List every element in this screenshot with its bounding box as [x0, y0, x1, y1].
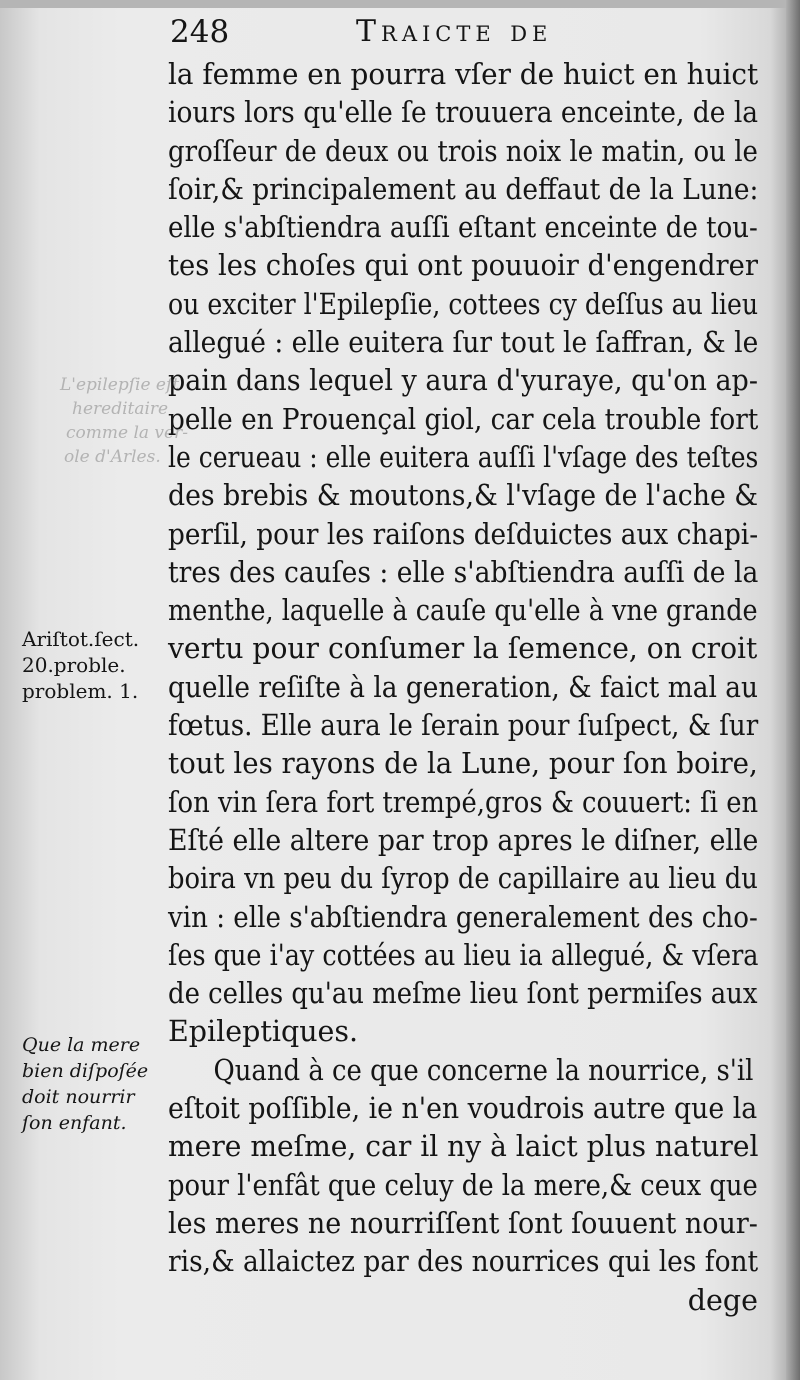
- page-right-edge: [786, 0, 800, 1380]
- show-through-text-3: comme la ver-: [66, 423, 188, 443]
- page-top-edge: [0, 0, 800, 8]
- text-line: ou exciter l'Epilepſie, cottees cy deſſus au lieu: [168, 287, 759, 321]
- text-line: vin : elle s'abſtiendra generalement des cho-: [168, 900, 758, 934]
- margin-note-aristotle-2: 20.proble.: [22, 653, 126, 677]
- text-line: pour l'enfât que celuy de la mere,& ceux que: [168, 1168, 758, 1202]
- text-line: fœtus. Elle aura le ſerain pour ſuſpect, & ſur: [168, 709, 759, 743]
- text-line: boira vn peu du ſyrop de capillaire au lieu du: [168, 862, 758, 896]
- show-through-text-4: ole d'Arles.: [64, 447, 161, 467]
- text-line: des brebis & moutons,& l'vſage de l'ache &: [168, 479, 759, 513]
- text-line: eſtoit poſſible, ie n'en voudrois autre que la: [168, 1092, 758, 1126]
- margin-note-aristotle-3: problem. 1.: [22, 679, 139, 703]
- text-line: de celles qu'au meſme lieu ſont permiſes aux: [168, 977, 758, 1011]
- page-number: 248: [170, 14, 230, 50]
- text-line: quelle reſiſte à la generation, & faict mal au: [168, 670, 759, 704]
- text-line: ſes que i'ay cottées au lieu ia allegué, & vſera: [168, 938, 759, 972]
- text-line: les meres ne nourriſſent ſont ſouuent nour-: [168, 1206, 758, 1240]
- text-line: menthe, laquelle à cauſe qu'elle à vne grande: [168, 594, 758, 628]
- page-header: [170, 14, 750, 54]
- text-line: ris,& allaictez par des nourrices qui les font: [168, 1245, 759, 1279]
- margin-note-nurse-2: bien diſpoſée: [22, 1060, 149, 1082]
- text-line: tout les rayons de la Lune, pour ſon boire,: [168, 747, 758, 781]
- main-text-block: [168, 56, 758, 1320]
- text-line: vertu pour conſumer la ſemence, on croit: [168, 632, 758, 666]
- show-through-text-1: L'epilepſie eſt: [60, 375, 180, 395]
- text-line: elle s'abſtiendra auſſi eſtant enceinte de tou-: [168, 211, 758, 245]
- text-line: tes les choſes qui ont pouuoir d'engendrer: [168, 249, 758, 283]
- catchword: dege: [687, 1283, 758, 1317]
- text-line: iours lors qu'elle ſe trouuera enceinte, de la: [168, 96, 759, 130]
- show-through-text-2: hereditaire: [72, 399, 169, 419]
- text-line: pelle en Prouençal giol, car cela trouble fort: [168, 402, 759, 436]
- text-line: ſon vin ſera fort trempé,gros & couuert: ſi en: [168, 785, 759, 819]
- text-line: Epileptiques.: [168, 1015, 359, 1049]
- text-line: tres des cauſes : elle s'abſtiendra auſſi de la: [168, 555, 759, 589]
- text-line: ſoir,& principalement au deffaut de la Lune:: [168, 172, 759, 206]
- text-line: le cerueau : elle euitera auſſi l'vſage des teſtes: [168, 440, 759, 474]
- text-line: groſſeur de deux ou trois noix le matin, ou le: [168, 134, 758, 168]
- running-title: Traicte de: [356, 14, 553, 49]
- margin-note-nurse-4: ſon enfant.: [22, 1112, 127, 1134]
- text-line: perſil, pour les raiſons deſduictes aux chapi-: [168, 517, 759, 551]
- text-line: la femme en pourra vſer de huict en huict: [168, 58, 759, 91]
- margin-note-nurse-1: Que la mere: [22, 1034, 141, 1056]
- margin-note-nurse-3: doit nourrir: [22, 1086, 135, 1108]
- margin-note-aristotle-1: Ariſtot.ſect.: [22, 627, 140, 651]
- text-line: Quand à ce que concerne la nourrice, s'il: [213, 1053, 754, 1087]
- text-line: Eſté elle altere par trop apres le diſner, elle: [168, 823, 759, 857]
- text-line: mere meſme, car il ny à laict plus naturel: [168, 1130, 759, 1164]
- text-line: pain dans lequel y aura d'yuraye, qu'on ap-: [168, 364, 758, 398]
- text-line: allegué : elle euitera ſur tout le ſaffran, & le: [168, 326, 759, 360]
